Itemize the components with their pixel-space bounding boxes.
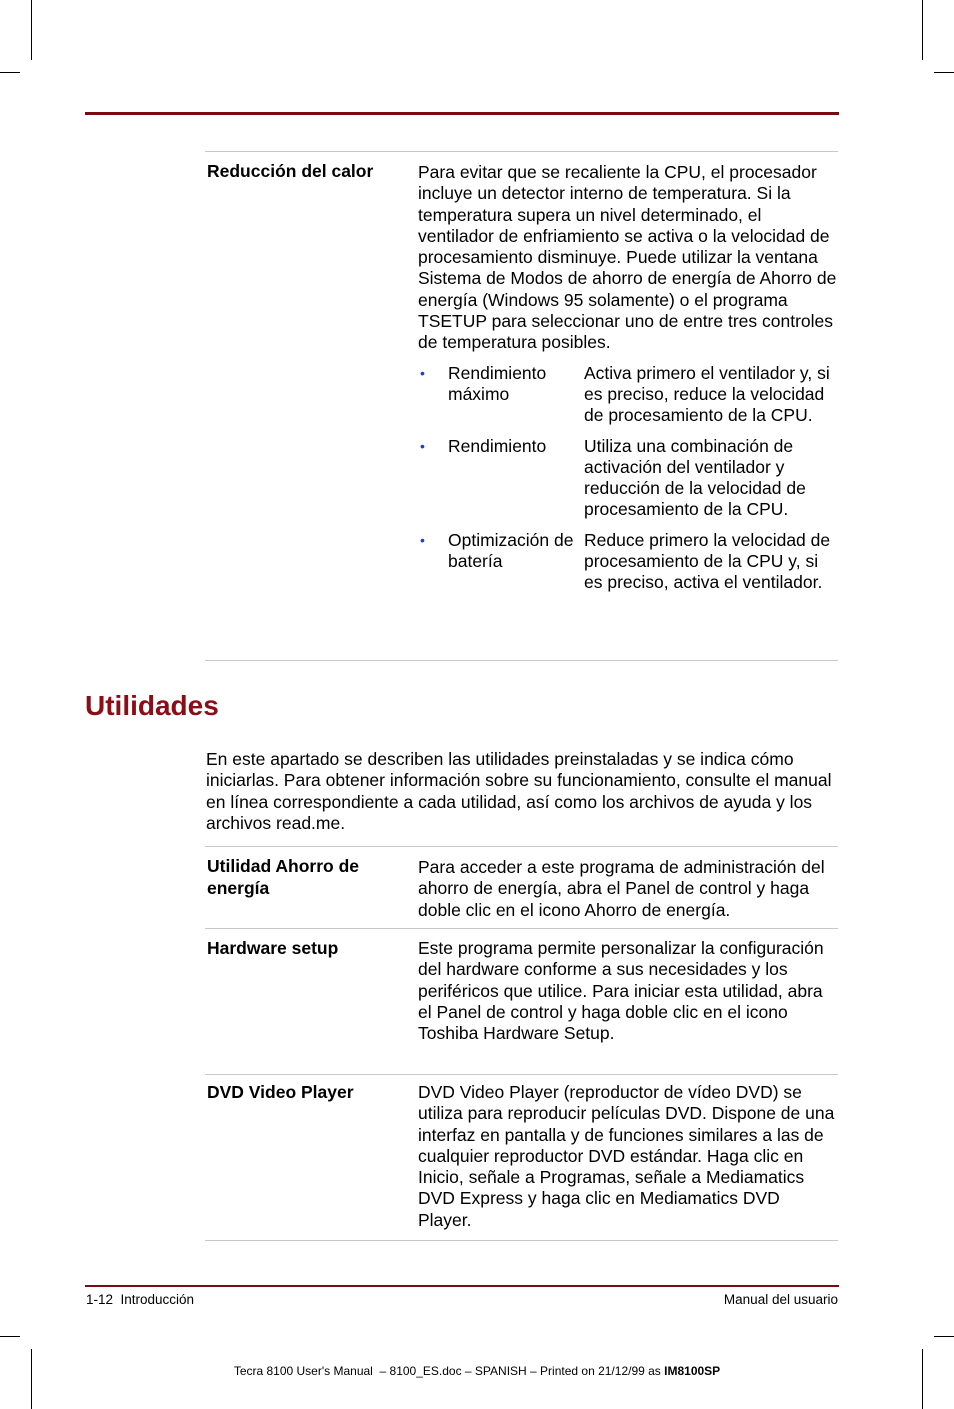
row-description: Para evitar que se recaliente la CPU, el procesador incluye un detector interno de temperatura. Si la temperatura supera un nivel determinado, el ventilador de enfriamiento se activa o la velocidad de procesamiento disminuye. Puede utilizar la ventana Sistema de Modos de ahorro de energía de Ahorro de energía (Windows 95 solamente) o el programa TSETUP para seleccionar uno de entre tres controles de temperatura posibles. <box>418 162 837 353</box>
bullet-icon: • <box>420 531 425 548</box>
row-description: DVD Video Player (reproductor de vídeo DVD) se utiliza para reproducir películas DVD. Dispone de una interfaz en pantalla y de funciones similares a las de cualquier reproductor DVD estándar. Haga clic en Inicio, señale a Programas, señale a Mediamatics DVD Express y haga clic en Mediamatics DVD Player. <box>418 1082 835 1230</box>
table-row <box>205 929 838 1075</box>
row-description: Este programa permite personalizar la configuración del hardware conforme a sus necesidades y los periféricos que utilice. Para iniciar esta utilidad, abra el Panel de control y haga doble clic en el icono Toshiba Hardware Setup. <box>418 938 824 1044</box>
option-text: Activa primero el ventilador y, si es preciso, reduce la velocidad de procesamiento de la CPU. <box>584 362 830 426</box>
option-list <box>418 363 838 594</box>
header-rule <box>85 112 839 115</box>
option-text: Reduce primero la velocidad de procesamiento de la CPU y, si es preciso, activa el ventilador. <box>584 529 831 593</box>
list-item <box>418 363 838 427</box>
print-info-code: IM8100SP <box>664 1364 721 1378</box>
row-term: DVD Video Player <box>207 1082 354 1102</box>
option-name: Optimización de batería <box>448 529 574 572</box>
print-info-text: Tecra 8100 User's Manual – 8100_ES.doc – SPANISH – Printed on 21/12/99 as <box>233 1364 665 1378</box>
row-term: Utilidad Ahorro de energía <box>207 856 359 898</box>
crop-mark <box>934 1336 954 1337</box>
list-item <box>418 530 838 594</box>
utilities-table <box>205 846 838 1241</box>
row-term: Reducción del calor <box>207 161 374 181</box>
crop-mark <box>934 72 954 73</box>
crop-mark <box>0 72 20 73</box>
crop-mark <box>0 1336 20 1337</box>
option-name: Rendimiento <box>448 435 547 456</box>
list-item <box>418 436 838 521</box>
footer-manual-label: Manual del usuario <box>723 1292 838 1307</box>
section-title: Utilidades <box>85 690 219 721</box>
heat-table <box>205 151 838 661</box>
table-row <box>205 846 838 929</box>
footer-page-label: 1-12 Introducción <box>86 1292 195 1307</box>
crop-mark <box>31 0 32 60</box>
table-row <box>205 151 838 661</box>
crop-mark <box>922 0 923 60</box>
option-text: Utiliza una combinación de activación del ventilador y reducción de la velocidad de procesamiento de la CPU. <box>584 435 806 520</box>
row-term: Hardware setup <box>207 938 339 958</box>
row-description: Para acceder a este programa de administración del ahorro de energía, abra el Panel de control y haga doble clic en el icono Ahorro de energía. <box>418 857 825 920</box>
table-row <box>205 1075 838 1241</box>
crop-mark <box>922 1349 923 1409</box>
footer-rule <box>85 1285 839 1287</box>
print-info <box>0 1363 954 1379</box>
bullet-icon: • <box>420 364 425 381</box>
option-name: Rendimiento máximo <box>448 362 547 404</box>
section-intro: En este apartado se describen las utilidades preinstaladas y se indica cómo iniciarlas. Para obtener información sobre su funcionamiento, consulte el manual en línea correspondiente a cada utilidad, así como los archivos de ayuda y los archivos read.me. <box>206 749 832 833</box>
bullet-icon: • <box>420 437 425 454</box>
crop-mark <box>31 1349 32 1409</box>
